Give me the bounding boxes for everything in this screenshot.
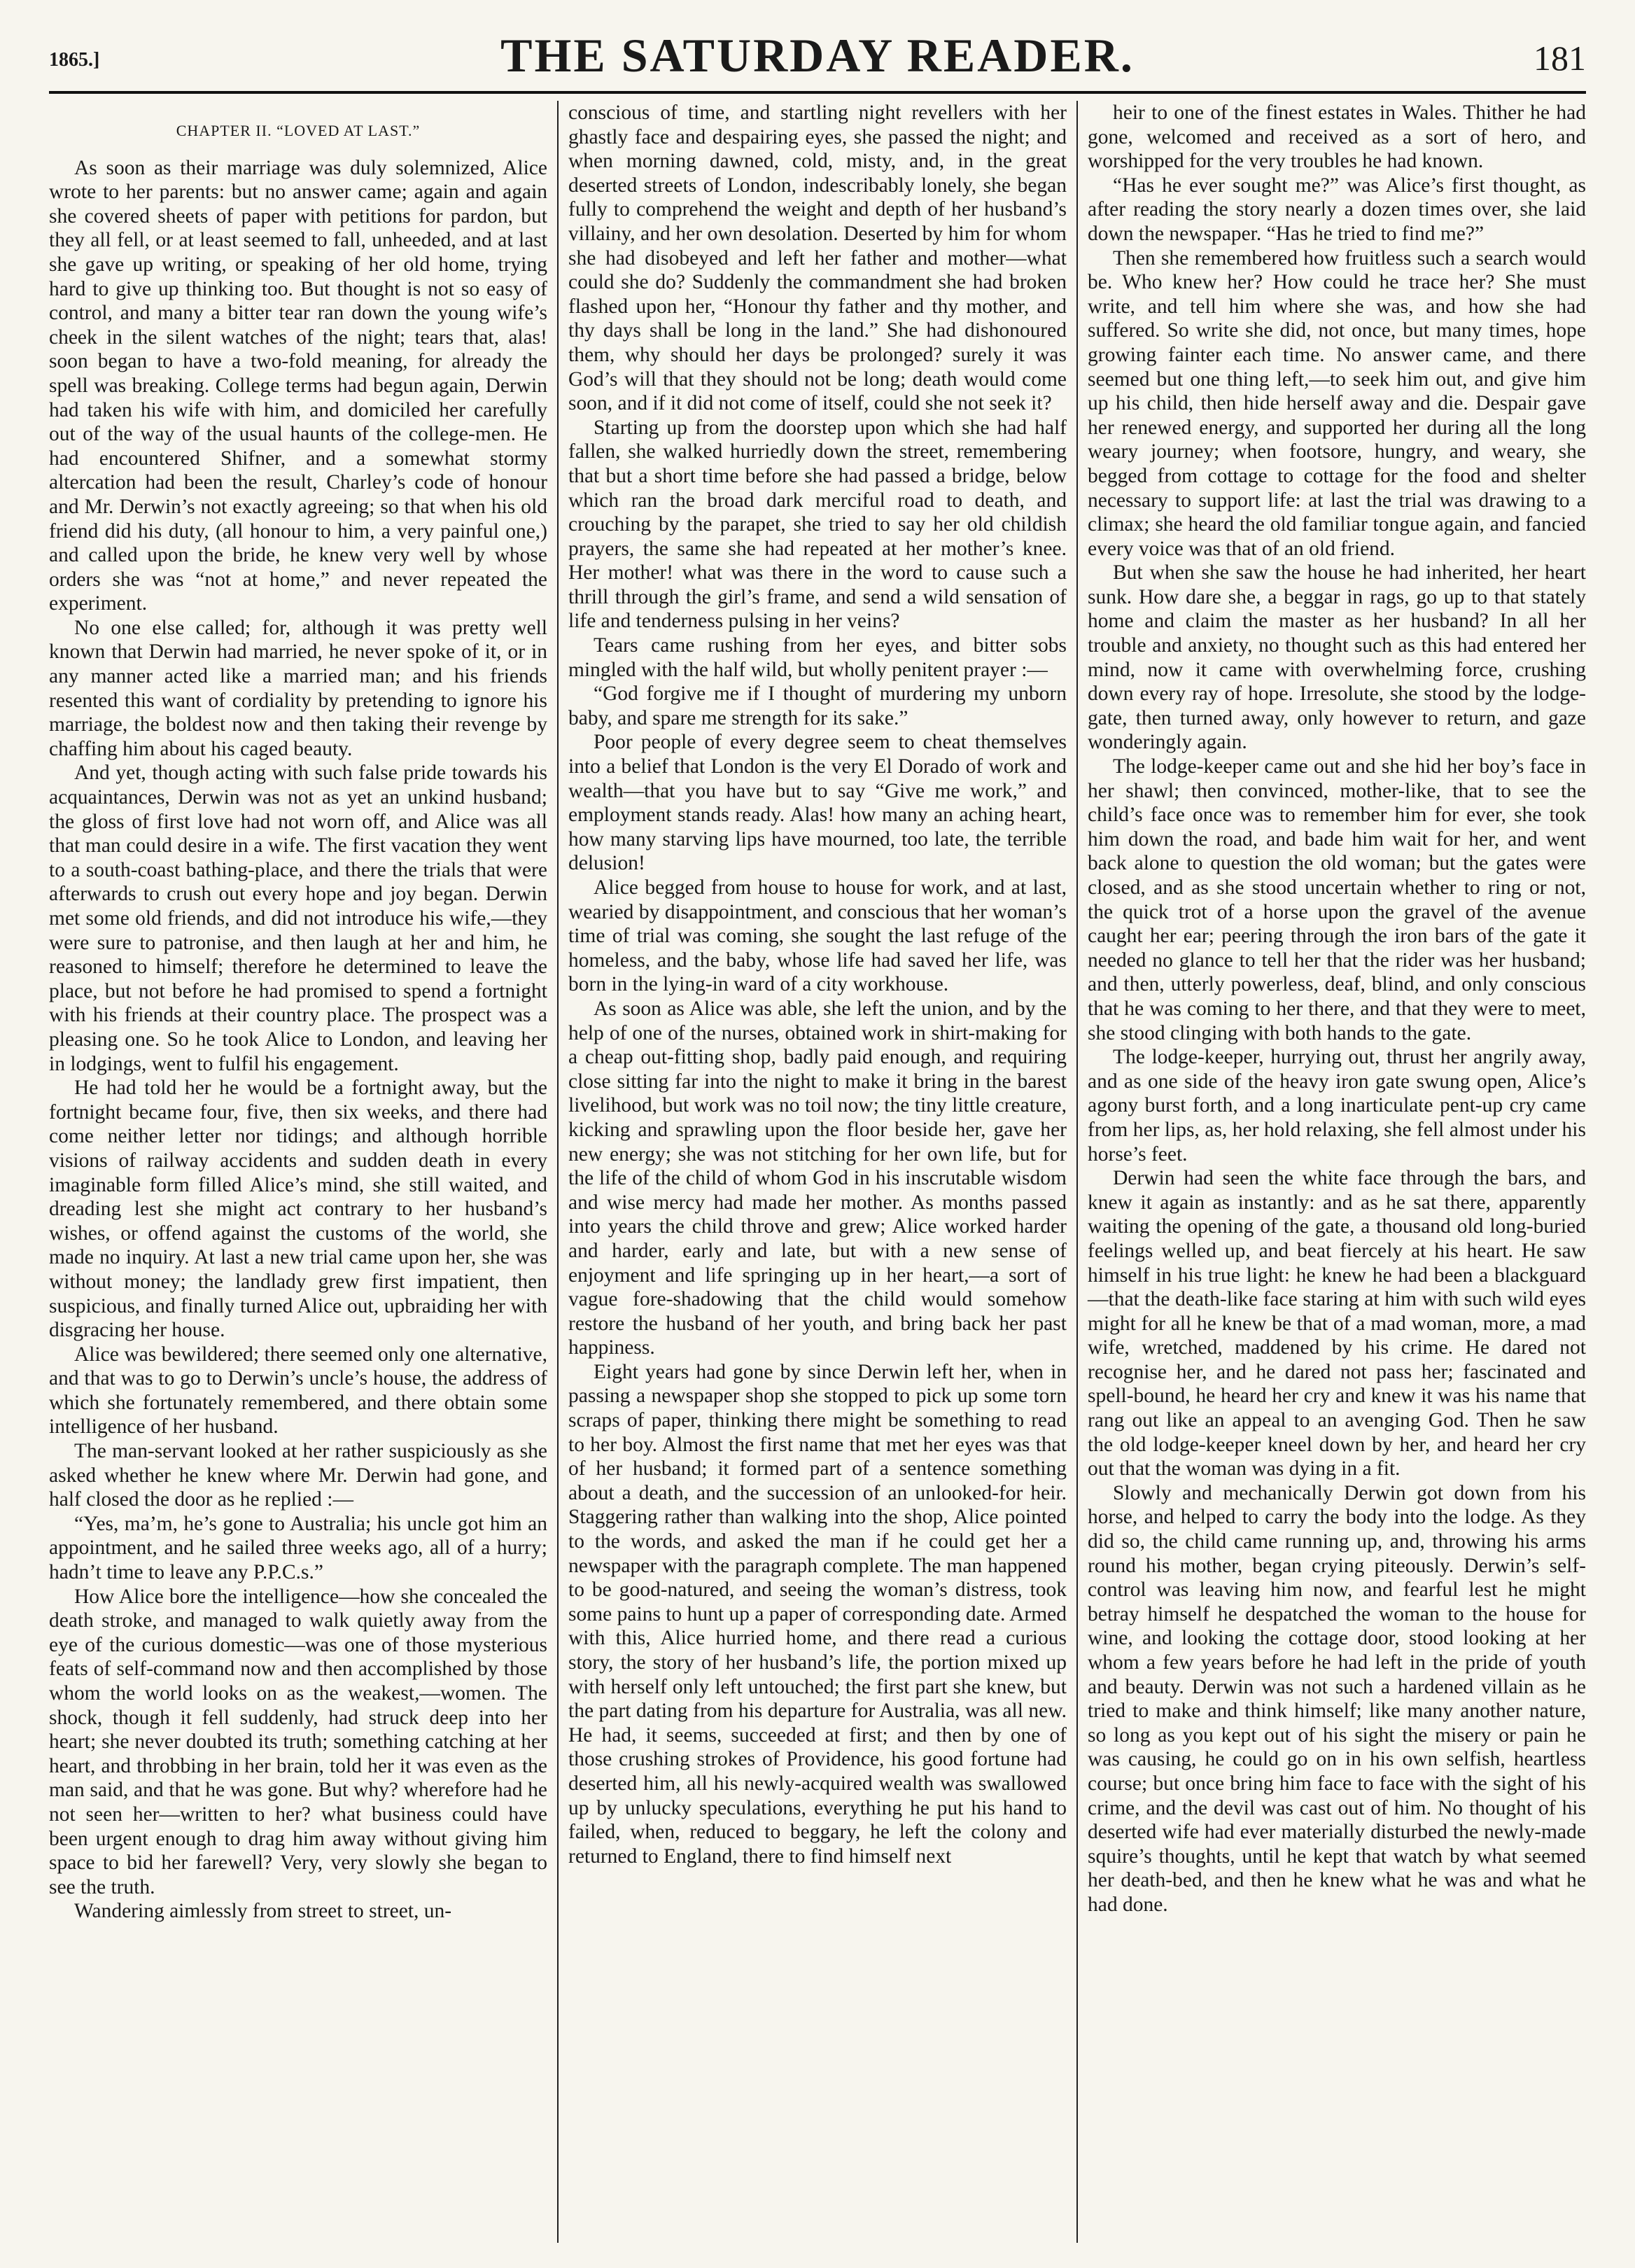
chapter-heading: CHAPTER II. “LOVED AT LAST.” bbox=[176, 122, 421, 139]
column-1 bbox=[49, 101, 557, 2243]
page-number: 181 bbox=[1534, 38, 1586, 78]
column-2 bbox=[559, 101, 1076, 2243]
paragraph: Starting up from the doorstep upon which she had half fallen, she walked hurriedly down the street, remembering that but a short time before she had passed a bridge, below which ran the broad dark merciful road to death, and crouching by the parapet, she tried to say her old childish prayers, the same she had repeated at her mother’s knee. Her mother! what was there in the word to cause such a thrill through the girl’s frame, and send a wild sensation of life and tenderness pulsing in her veins? bbox=[568, 416, 1067, 633]
paragraph: Wandering aimlessly from street to street, un- bbox=[74, 1900, 452, 1923]
column-3 bbox=[1078, 101, 1586, 2243]
paragraph: The lodge-keeper, hurrying out, thrust her angrily away, and as one side of the heavy iron gate swung open, Alice’s agony burst forth, and a long inarticulate pent-up cry came from her lips, as, her hold relaxing, she fell almost under his horse’s feet. bbox=[1088, 1046, 1586, 1166]
paragraph: conscious of time, and startling night revellers with her ghastly face and despairing eyes, she passed the night; and when morning dawned, cold, misty, and, in the great deserted streets of London, indescribably lonely, she began fully to comprehend the weight and depth of her husband’s villainy, and her own desolation. Deserted by him for whom she had disobeyed and left her father and mother—what could she do? Suddenly the commandment she had broken flashed upon her, “Honour thy father and thy mother, and thy days shall be long in the land.” She had dishonoured them, why should her days be prolonged? surely it was God’s will that they should not be long; death would come soon, and if it did not come of itself, could she not seek it? bbox=[568, 102, 1067, 415]
paragraph: “God forgive me if I thought of murdering my unborn baby, and spare me strength for its sake.” bbox=[568, 682, 1067, 729]
paragraph: How Alice bore the intelligence—how she concealed the death stroke, and managed to walk quietly away from the eye of the curious domestic—was one of those mysterious feats of self-command now and then accomplished by those whom the world looks on as the weakest,—women. The shock, though it fell suddenly, had struck deep into her heart; she never doubted its truth; something catching at her heart, and throbbing in her brain, told her it was even as the man said, and that he was gone. But why? wherefore had he not seen her—written to her? what business could have been urgent enough to drag him away without giving him space to bid her farewell? Very, very slowly she began to see the truth. bbox=[49, 1585, 547, 1898]
paragraph: As soon as Alice was able, she left the union, and by the help of one of the nurses, obtained work in shirt-making for a cheap out-fitting shop, badly paid enough, and requiring close sitting far into the night to make it bring in the barest livelihood, but work was no toil now; the tiny little creature, kicking and sprawling upon the floor beside her, gave her new energy; she was not stitching for her own life, but for the life of the child of whom God in his inscrutable wisdom and wise mercy had made her mother. As months passed into years the child throve and grew; Alice worked harder and harder, early and late, but with a new sense of enjoyment and life springing up in her heart,—a sort of vague fore-shadowing that the child would somehow restore the husband of her youth, and bring back her past happiness. bbox=[568, 997, 1067, 1359]
masthead bbox=[49, 28, 1586, 84]
paragraph: But when she saw the house he had inherited, her heart sunk. How dare she, a beggar in rags, go up to that stately home and claim the master as her husband? In all her trouble and anxiety, no thought such as this had entered her mind, now it came with overwhelming force, crushing down every ray of hope. Irresolute, she stood by the lodge-gate, then turned away, only however to return, and gaze wonderingly again. bbox=[1088, 561, 1586, 754]
header-rule bbox=[49, 91, 1586, 94]
paragraph: The lodge-keeper came out and she hid her boy’s face in her shawl; then convinced, mother-like, that to see the child’s face once was to remember him for ever, she took him down the road, and bade him wait for her, and went back alone to question the old woman; but the gates were closed, and as she stood uncertain whether to ring or not, the quick trot of a horse upon the gravel of the avenue caught her ear; peering through the iron bars of the gate it needed no glance to tell her that the rider was her husband; and then, utterly powerless, deaf, blind, and only conscious that he was coming to her there, and that they were to meet, she stood clinging with both hands to the gate. bbox=[1088, 755, 1586, 1044]
publication-title: THE SATURDAY READER. bbox=[500, 29, 1135, 82]
issue-year: 1865.] bbox=[49, 49, 100, 71]
paragraph: The man-servant looked at her rather suspiciously as she asked whether he knew where Mr. Derwin had gone, and half closed the door as he replied :— bbox=[49, 1440, 547, 1511]
paragraph: Poor people of every degree seem to cheat themselves into a belief that London is the very El Dorado of work and wealth—that you have but to say “Give me work,” and employment stands ready. Alas! how many an aching heart, how many starving lips have mourned, too late, the terrible delusion! bbox=[568, 731, 1067, 875]
paragraph: He had told her he would be a fortnight away, but the fortnight became four, five, then six weeks, and there had come neither letter nor tidings; and although horrible visions of railway accidents and sudden death in every imaginable form filled Alice’s mind, she still waited, and dreading lest she might act contrary to her husband’s wishes, or offend against the customs of the world, she made no inquiry. At last a new trial came upon her, she was without money; the landlady grew first impatient, then suspicious, and finally turned Alice out, upbraiding her with disgracing her house. bbox=[49, 1077, 547, 1342]
paragraph: Alice begged from house to house for work, and at last, wearied by disappointment, and conscious that her woman’s time of trial was coming, she sought the last refuge of the homeless, and the baby, whose life had saved her life, was born in the lying-in ward of a city workhouse. bbox=[568, 876, 1067, 996]
paragraph: “Has he ever sought me?” was Alice’s first thought, as after reading the story nearly a dozen times over, she laid down the newspaper. “Has he tried to find me?” bbox=[1088, 174, 1586, 245]
paragraph: No one else called; for, although it was pretty well known that Derwin had married, he never spoke of it, or in any manner acted like a married man; and his friends resented this want of cordiality by pretending to ignore his marriage, the boldest now and then taking their revenge by chaffing him about his caged beauty. bbox=[49, 616, 547, 760]
paragraph: As soon as their marriage was duly solemnized, Alice wrote to her parents: but no answer came; again and again she covered sheets of paper with petitions for pardon, but they all fell, or at least seemed to fall, unheeded, and at last she gave up writing, or speaking of her old home, trying hard to give up thinking too. But thought is not so easy of control, and many a bitter tear ran down the young wife’s cheek in the silent watches of the night; tears that, alas! soon began to have a two-fold meaning, for already the spell was breaking. College terms had begun again, Derwin had taken his wife with him, and domiciled her carefully out of the way of the usual haunts of the college-men. He had encountered Shifner, and a somewhat stormy altercation had been the result, Charley’s code of honour and Mr. Derwin’s not exactly agreeing; so that when his old friend did his duty, (all honour to him, a very painful one,) and called upon the bride, he knew very well by whose orders she was “not at home,” and never repeated the experiment. bbox=[49, 156, 547, 615]
paragraph: Derwin had seen the white face through the bars, and knew it again as instantly: and as he sat there, apparently waiting the opening of the gate, a thousand old long-buried feelings welled up, and beat fiercely at his heart. He saw himself in his true light: he knew he had been a blackguard—that the death-like face staring at him with such wild eyes might for all he knew be that of a mad woman, more, a mad wife, wretched, maddened by his crime. He dared not recognise her, and he dared not pass her; fascinated and spell-bound, he heard her cry and knew it was his name that rang out like an appeal to an avenging God. Then he saw the old lodge-keeper kneel down by her, and heard her cry out that the woman was dying in a fit. bbox=[1088, 1167, 1586, 1480]
paragraph: Slowly and mechanically Derwin got down from his horse, and helped to carry the body into the lodge. As they did so, the child came running up, and, throwing his arms round his mother, began crying piteously. Derwin’s self-control was leaving him now, and fearful lest he might betray himself he despatched the woman to the house for wine, and looking the cottage door, stood looking at her whom a few years before he had left in the pride of youth and beauty. Derwin was not such a hardened villain as he tried to make and think himself; like many another nature, so long as you kept out of his sight the misery or pain he was causing, he could go on in his own selfish, heartless course; but once bring him face to face with the sight of his crime, and the devil was cast out of him. No thought of his deserted wife had ever materially disturbed the newly-made squire’s thoughts, until he kept that watch by what seemed her death-bed, and then he knew what he was and what he had done. bbox=[1088, 1481, 1586, 1916]
paragraph: heir to one of the finest estates in Wales. Thither he had gone, welcomed and received as a sort of hero, and worshipped for the very troubles he had known. bbox=[1088, 102, 1586, 173]
paragraph: And yet, though acting with such false pride towards his acquaintances, Derwin was not as yet an unkind husband; the gloss of first love had not worn off, and Alice was all that man could desire in a wife. The first vacation they went to a south-coast bathing-place, and there the trials that were afterwards to crush out every hope and joy began. Derwin met some old friends, and did not introduce his wife,—they were sure to patronise, and then laugh at her and him, he reasoned to himself; therefore he determined to leave the place, but not before he had promised to spend a fortnight with his friends at their country place. The prospect was a pleasing one. So he took Alice to London, and leaving her in lodgings, went to fulfil his engagement. bbox=[49, 762, 547, 1075]
paragraph: Then she remembered how fruitless such a search would be. Who knew her? How could he trace her? She must write, and tell him where she was, and how she had suffered. So write she did, not once, but many times, hope growing fainter each time. No answer came, and there seemed but one thing left,—to seek him out, and give him up his child, then hide herself away and die. Despair gave her renewed energy, and supported her during all the long weary journey; when footsore, hungry, and weary, she begged from cottage to cottage for the food and shelter necessary to support life: at last the trial was drawing to a climax; she heard the old familiar tongue again, and fancied every voice was that of an old friend. bbox=[1088, 246, 1586, 560]
paragraph: Alice was bewildered; there seemed only one alternative, and that was to go to Derwin’s uncle’s house, the address of which she fortunately remembered, and there obtain some intelligence of her husband. bbox=[49, 1343, 547, 1438]
paragraph: Tears came rushing from her eyes, and bitter sobs mingled with the half wild, but wholly penitent prayer :— bbox=[568, 634, 1067, 681]
paragraph: “Yes, ma’m, he’s gone to Australia; his uncle got him an appointment, and he sailed three weeks ago, all of a hurry; hadn’t time to leave any P.P.C.s.” bbox=[49, 1512, 547, 1584]
article-columns bbox=[49, 101, 1586, 2243]
paragraph: Eight years had gone by since Derwin left her, when in passing a newspaper shop she stopped to pick up some torn scraps of paper, thinking there might be something to read to her boy. Almost the first name that met her eyes was that of her husband; it formed part of a sentence something about a death, and the succession of an unlooked-for heir. Staggering rather than walking into the shop, Alice pointed to the words, and asked the man if he could get her a newspaper with the paragraph complete. The man happened to be good-natured, and seeing the woman’s distress, took some pains to hunt up a paper of corresponding date. Armed with this, Alice hurried home, and there read a curious story, the story of her husband’s life, the portion mixed up with herself only left untouched; the first part she knew, but the part dating from his departure for Australia, was all new. He had, it seems, succeeded at first; and then by one of those crushing strokes of Providence, his good fortune had deserted him, all his newly-acquired wealth was swallowed up by unlucky speculations, everything he put his hand to failed, when, reduced to beggary, he left the colony and returned to England, there to find himself next bbox=[568, 1360, 1067, 1868]
